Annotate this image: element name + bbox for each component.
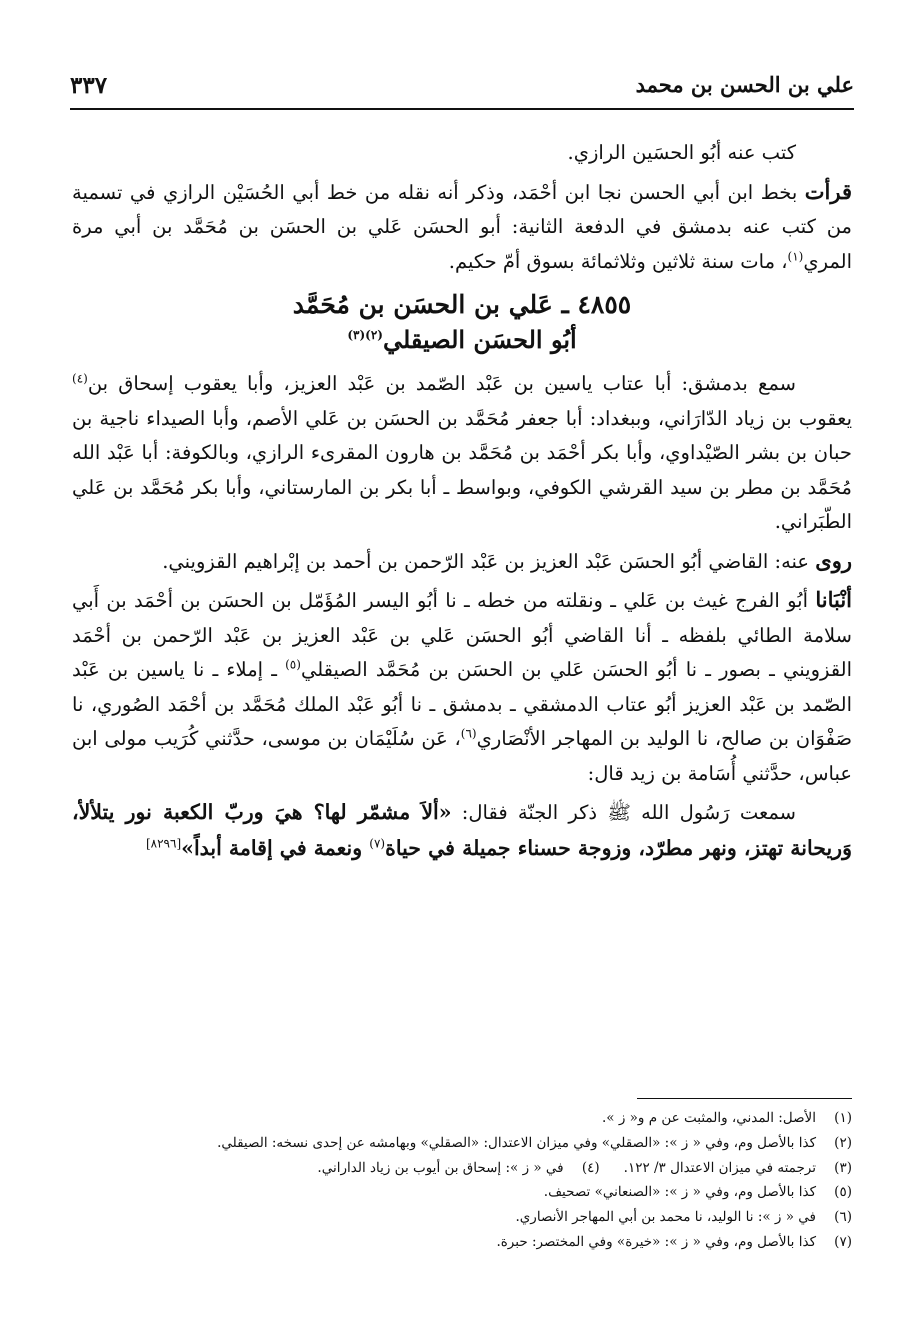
footnote-row-3-4 — [72, 1156, 852, 1181]
header-rule — [70, 108, 854, 110]
footnote-4: (٤) في « ز »: إسحاق بن أيوب بن زياد الداراني. — [317, 1159, 600, 1176]
footnote-rule — [637, 1098, 852, 1099]
footnote-6: (٦) في « ز »: نا الوليد، نا محمد بن أبي المهاجر الأنصاري. — [515, 1209, 852, 1226]
footnote-7: (٧) كذا بالأصل وم، وفي « ز »: «خيرة» وفي المختصر: حبرة. — [496, 1233, 852, 1250]
footnote-ref-6: (٦) — [460, 726, 477, 741]
hadith-number: [٨٢٩٦] — [145, 836, 182, 850]
footnote-ref-7: (٧) — [369, 836, 386, 850]
entry-title: ٤٨٥٥ ـ عَلي بن الحسَن بن مُحَمَّد — [292, 290, 632, 319]
footnote-ref-2-3: (٢)(٣) — [347, 328, 383, 342]
footnote-2: (٢) كذا بالأصل وم، وفي « ز »: «الصقلي» وفي ميزان الاعتدال: «الصقلي» وبهامشه عن إحدى نسخه: الصيقلي. — [217, 1134, 852, 1151]
footnote-ref-5: (٥) — [285, 657, 301, 672]
keyword-qarat: قرأت — [804, 178, 852, 204]
footnote-ref-4: (٤) — [72, 371, 88, 386]
paragraph-4: روى عنه: القاضي أبُو الحسَن عَبْد العزيز بن عَبْد الرّحمن بن أحمد بن إبْراهيم القزويني. — [162, 547, 852, 573]
paragraph-1: كتب عنه أبُو الحسَين الرازي. — [567, 141, 796, 164]
running-header — [70, 72, 854, 108]
paragraph-3: سمع بدمشق: أبا عتاب ياسين بن عَبْد الصّمد بن عَبْد العزيز، وأبا يعقوب إسحاق بن$^{(٤)}$ يعقوب بن زياد الدّارَاني، وببغداد: أبا جعفر مُحَمَّد بن الحسَن بن عَلي الأصم، وأبا الصيداء ناجية بن حبان بن بشر الصّيْداوي، وأبا بكر أحْمَد بن مُحَمَّد بن هارون المقرىء الرازي، وبالكوفة: أبا عَبْد الله مُحَمَّد بن مطر بن سيد القرشي الكوفي، وبواسط ـ أبا بكر بن المارستاني، وأبا بكر مُحَمَّد بن عَلي الطّبَراني. — [72, 371, 852, 533]
footnotes — [72, 1106, 852, 1255]
keyword-rawa: روى — [815, 547, 852, 573]
footnote-ref-1: (١) — [787, 249, 804, 263]
paragraph-5: أنْبَانا أبُو الفرج غيث بن عَلي ـ ونقلته من خطه ـ نا أبُو اليسر المُؤَمّل بن الحسَن بن أحْمَد بن أَبي سلامة الطائي بلفظه ـ أنا القاضي أبُو الحسَن عَلي بن عَبْد العزيز بن عَبْد الرّحمن بن أحْمَد القزويني ـ بصور ـ نا أبُو الحسَن عَلي بن الحسَن بن مُحَمَّد الصيقلي$^{(٥)}$ ـ إملاء ـ نا ياسين بن عَبْد الصّمد بن عَبْد العزيز أبُو عتاب الدمشقي ـ بدمشق ـ نا أبُو عَبْد الملك مُحَمَّد بن أحْمَد الصُوري، نا صَفْوَان بن صالح، نا الوليد بن المهاجر الأنْصَاري$^{(٦)}$، عَن سُلَيْمَان بن موسى، حدَّثني كُرَيب مولى ابن عباس، حدَّثني أُسَامة بن زيد قال: — [72, 587, 853, 785]
hadith-text: «ألاَ مشمّر لها؟ هيَ وربّ الكعبة نور يتلألأ، وَريحانة تهتز، ونهر مطرّد، وزوجة حسناء جميلة في حياة — [72, 800, 852, 860]
entry-subtitle: أبُو الحسَن الصيقلي$^{(٢)(٣)}$ — [347, 325, 577, 354]
main-text — [72, 136, 852, 870]
paragraph-2: قرأت بخط ابن أبي الحسن نجا ابن أحْمَد، وذكر أنه نقله من خط أبي الحُسَيْن الرازي في تسمية من كتب عنه بدمشق في الدفعة الثانية: أبو الحسَن عَلي بن الحسَن بن مُحَمَّد بن أبي مرة المري$^{(١)}$، مات سنة ثلاثين وثلاثمائة بسوق أمّ حكيم. — [72, 178, 852, 273]
footnote-5: (٥) كذا بالأصل وم، وفي « ز »: «الصنعاني» تصحيف. — [543, 1184, 852, 1201]
keyword-anbana: أنْبَانا — [815, 587, 853, 612]
running-title: علي بن الحسن بن محمد — [635, 72, 854, 97]
paragraph-6: سمعت رَسُول الله ﷺ ذكر الجنّة فقال: «ألاَ مشمّر لها؟ هيَ وربّ الكعبة نور يتلألأ، وَريحانة تهتز، ونهر مطرّد، وزوجة حسناء جميلة في حياة$^{(٧)}$ ونعمة في إقامة أبداً»[٨٢٩٦] — [72, 800, 852, 860]
footnote-1: (١) الأصل: المدني، والمثبت عن م و« ز ». — [602, 1110, 852, 1126]
page-number: ٣٣٧ — [70, 72, 108, 99]
footnote-3: (٣) ترجمته في ميزان الاعتدال ٣/ ١٢٢. — [623, 1159, 852, 1176]
